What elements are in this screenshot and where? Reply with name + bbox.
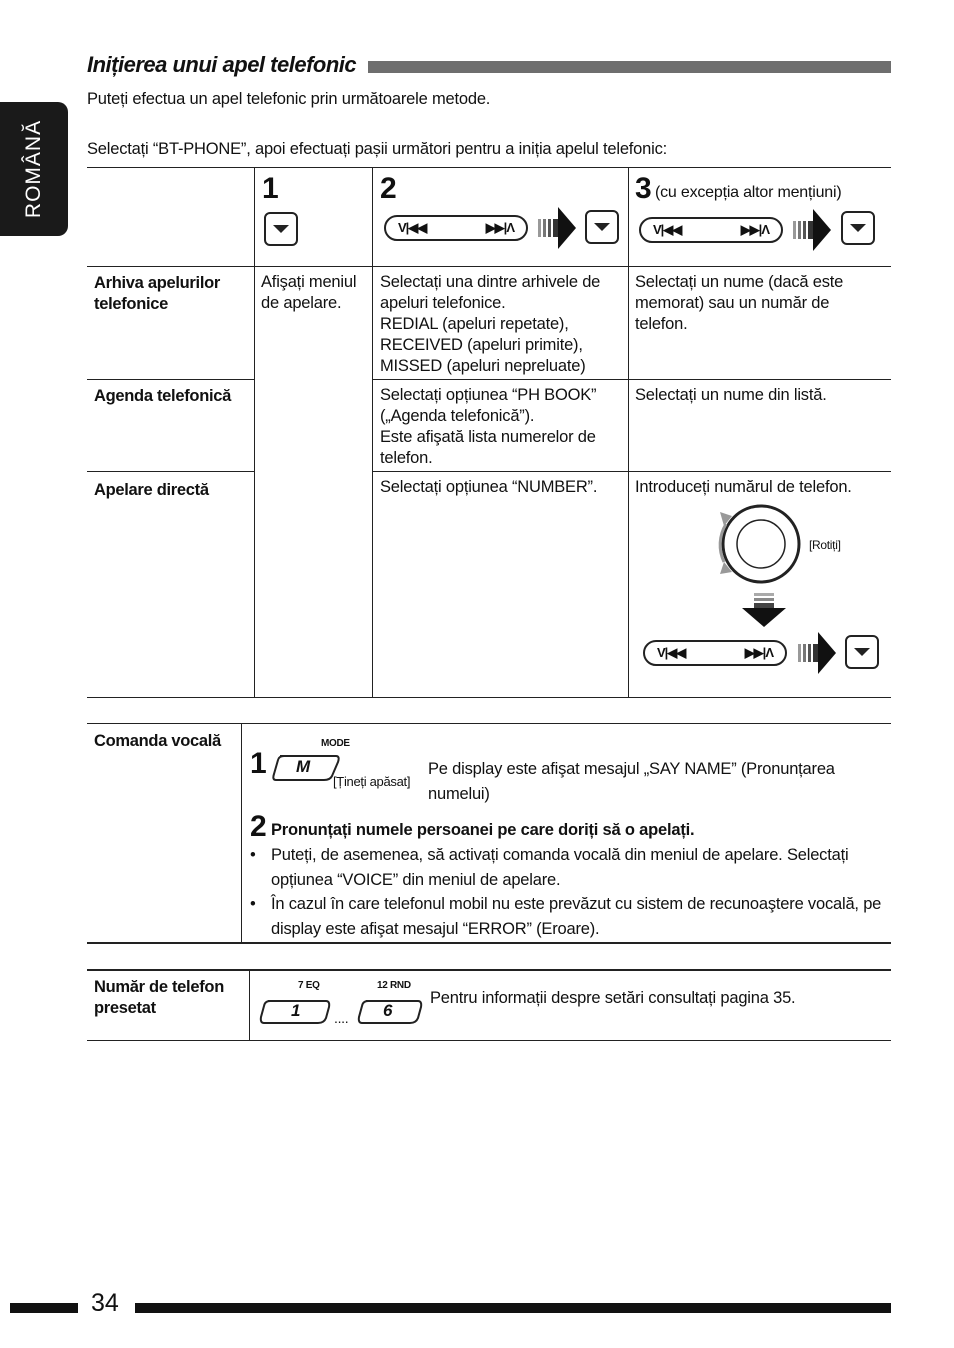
- row-rule: [372, 471, 891, 472]
- table-header-rule: [87, 266, 891, 267]
- step-number: 1: [250, 747, 266, 780]
- step-number: 2: [250, 810, 266, 843]
- row-head-voice: Comanda vocală: [94, 732, 221, 750]
- section-title: Inițierea unui apel telefonic: [87, 52, 357, 77]
- language-tab: [0, 102, 68, 236]
- skip-button-icon: [639, 217, 783, 243]
- rotate-label: [Rotiți]: [809, 538, 841, 552]
- footer-rule-left: [10, 1303, 78, 1313]
- voice-col-rule: [241, 723, 242, 943]
- down-button-icon: [841, 211, 875, 245]
- preset-key1-sublabel: 7 EQ: [298, 980, 320, 991]
- row3-step2: Selectați opțiunea “NUMBER”.: [380, 478, 598, 496]
- row-rule: [87, 379, 255, 380]
- mode-key-label: M: [296, 757, 310, 776]
- title-rule: [368, 61, 891, 73]
- page-number: 34: [91, 1289, 119, 1317]
- down-button-icon: [585, 210, 619, 244]
- voice-step2-text: Pronunțați numele persoanei pe care doriți să o apelați.: [271, 821, 695, 839]
- voice-bullet: În cazul în care telefonul mobil nu este prevăzut cu sistem de recunoaştere vocală, pe display este afişat mesajul “ERROR” (Eroare).: [271, 895, 882, 938]
- hold-label: [Țineți apăsat]: [333, 774, 411, 789]
- row-head-call-history: Arhiva apelurilor telefonice: [94, 274, 221, 313]
- intro-text: Puteți efectua un apel telefonic prin următoarele metode.: [87, 90, 491, 108]
- row-head-preset: Număr de telefon presetat: [94, 978, 224, 1017]
- step-number: 2: [380, 172, 396, 205]
- preset-key2-label: 6: [383, 1001, 393, 1020]
- preset-col-rule: [249, 970, 250, 1040]
- step1-description: Afişați meniul de apelare.: [261, 273, 357, 312]
- table-bottom-rule: [87, 697, 891, 698]
- row2-step2: Selectați opțiunea “PH BOOK” („Agenda telefonică”). Este afişată lista numerelor de telefon.: [380, 386, 597, 467]
- step-number: 1: [262, 172, 278, 205]
- skip-button-icon: [643, 640, 787, 666]
- down-button-icon: [264, 212, 298, 246]
- preset-key1-label: 1: [291, 1001, 301, 1020]
- rotary-knob-icon: [708, 502, 804, 586]
- row-head-direct-dial: Apelare directă: [94, 481, 209, 499]
- col-rule: [628, 167, 629, 697]
- row-rule: [87, 471, 255, 472]
- col-rule: [254, 167, 255, 697]
- mode-label: MODE: [321, 738, 350, 749]
- bullet-marker: •: [250, 895, 256, 913]
- skip-right-icon: ▶▶|Λ: [485, 220, 514, 235]
- voice-bottom-rule: [87, 942, 891, 944]
- preset-top-rule: [87, 969, 891, 971]
- preset-text: Pentru informații despre setări consultați pagina 35.: [430, 989, 796, 1007]
- skip-left-icon: V|◀◀: [657, 645, 686, 660]
- skip-right-icon: ▶▶|Λ: [744, 645, 773, 660]
- voice-step1-text: Pe display este afişat mesajul „SAY NAME” (Pronunțarea numelui): [428, 760, 835, 803]
- preset-bottom-rule: [87, 1040, 891, 1041]
- col-rule: [372, 167, 373, 697]
- row-rule: [372, 379, 891, 380]
- instruction-text: Selectați “BT-PHONE”, apoi efectuați pașii următori pentru a iniția apelul telefonic:: [87, 140, 668, 158]
- arrow-right-icon: [798, 630, 838, 676]
- step3-note: (cu excepția altor mențiuni): [655, 184, 842, 201]
- skip-right-icon: ▶▶|Λ: [740, 222, 769, 237]
- down-button-icon: [845, 635, 879, 669]
- voice-top-rule: [87, 723, 891, 724]
- table-top-rule: [87, 167, 891, 168]
- preset-key2-sublabel: 12 RND: [377, 980, 411, 991]
- bullet-marker: •: [250, 846, 256, 864]
- preset-dots: ....: [334, 1010, 349, 1026]
- row1-step3: Selectați un nume (dacă este memorat) sau un număr de telefon.: [635, 273, 844, 333]
- arrow-right-icon: [538, 205, 578, 251]
- arrow-down-icon: [742, 593, 786, 627]
- skip-left-icon: V|◀◀: [398, 220, 427, 235]
- step-number: 3: [635, 172, 651, 205]
- voice-bullet: Puteți, de asemenea, să activați comanda vocală din meniul de apelare. Selectați opțiunea “VOICE” din meniul de apelare.: [271, 846, 849, 889]
- row-head-phonebook: Agenda telefonică: [94, 387, 232, 405]
- skip-button-icon: [384, 215, 528, 241]
- skip-left-icon: V|◀◀: [653, 222, 682, 237]
- footer-rule-right: [135, 1303, 891, 1313]
- language-tab-label: ROMÂNĂ: [22, 119, 45, 219]
- row1-step2: Selectați una dintre arhivele de apeluri telefonice. REDIAL (apeluri repetate), RECEIVED (apeluri primite), MISSED (apeluri nepreluate): [380, 273, 601, 375]
- row2-step3: Selectați un nume din listă.: [635, 386, 827, 404]
- row3-step3: Introduceți numărul de telefon.: [635, 478, 852, 496]
- arrow-right-icon: [793, 207, 833, 253]
